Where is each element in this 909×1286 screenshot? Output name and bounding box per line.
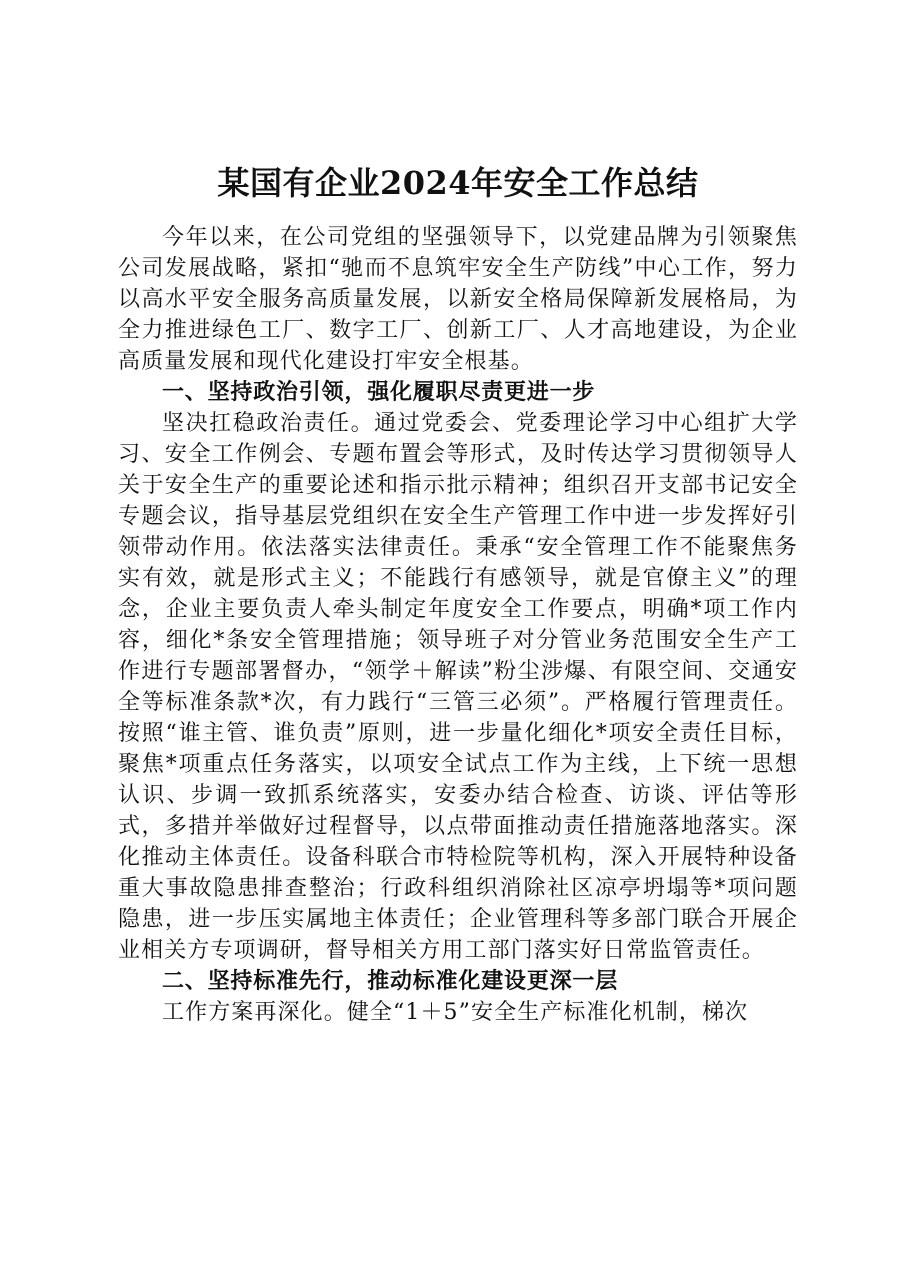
intro-paragraph: 今年以来，在公司党组的坚强领导下，以党建品牌为引领聚焦公司发展战略，紧扣“驰而不息筑牢安全生产防线”中心工作，努力以高水平安全服务高质量发展，以新安全格局保障新发展格局，为全力推进绿色工厂、数字工厂、创新工厂、人才高地建设，为企业高质量发展和现代化建设打牢安全根基。 (118, 225, 798, 374)
document-title: 某国有企业2024年安全工作总结 (217, 164, 699, 202)
section-body-2: 工作方案再深化。健全“1＋5”安全生产标准化机制，梯次 (162, 1000, 749, 1025)
section-heading-2: 二、坚持标准先行，推动标准化建设更深一层 (162, 969, 619, 994)
document-content (118, 156, 798, 1028)
section-heading-1: 一、坚持政治引领，强化履职尽责更进一步 (162, 380, 596, 405)
section-body-1: 坚决扛稳政治责任。通过党委会、党委理论学习中心组扩大学习、安全工作例会、专题布置会等形式，及时传达学习贯彻领导人关于安全生产的重要论述和指示批示精神；组织召开支部书记安全专题会议，指导基层党组织在安全生产管理工作中进一步发挥好引领带动作用。依法落实法律责任。秉承“安全管理工作不能聚焦务实有效，就是形式主义；不能践行有感领导，就是官僚主义”的理念，企业主要负责人牵头制定年度安全工作要点，明确*项工作内容，细化*条安全管理措施；领导班子对分管业务范围安全生产工作进行专题部署督办，“领学＋解读”粉尘涉爆、有限空间、交通安全等标准条款*次，有力践行“三管三必须”。严格履行管理责任。按照“谁主管、谁负责”原则，进一步量化细化*项安全责任目标，聚焦*项重点任务落实，以项安全试点工作为主线，上下统一思想认识、步调一致抓系统落实，安委办结合检查、访谈、评估等形式，多措并举做好过程督导，以点带面推动责任措施落地落实。深化推动主体责任。设备科联合市特检院等机构，深入开展特种设备重大事故隐患排查整治；行政科组织消除社区凉亭坍塌等*项问题隐患，进一步压实属地主体责任；企业管理科等多部门联合开展企业相关方专项调研，督导相关方用工部门落实好日常监管责任。 (118, 411, 798, 963)
